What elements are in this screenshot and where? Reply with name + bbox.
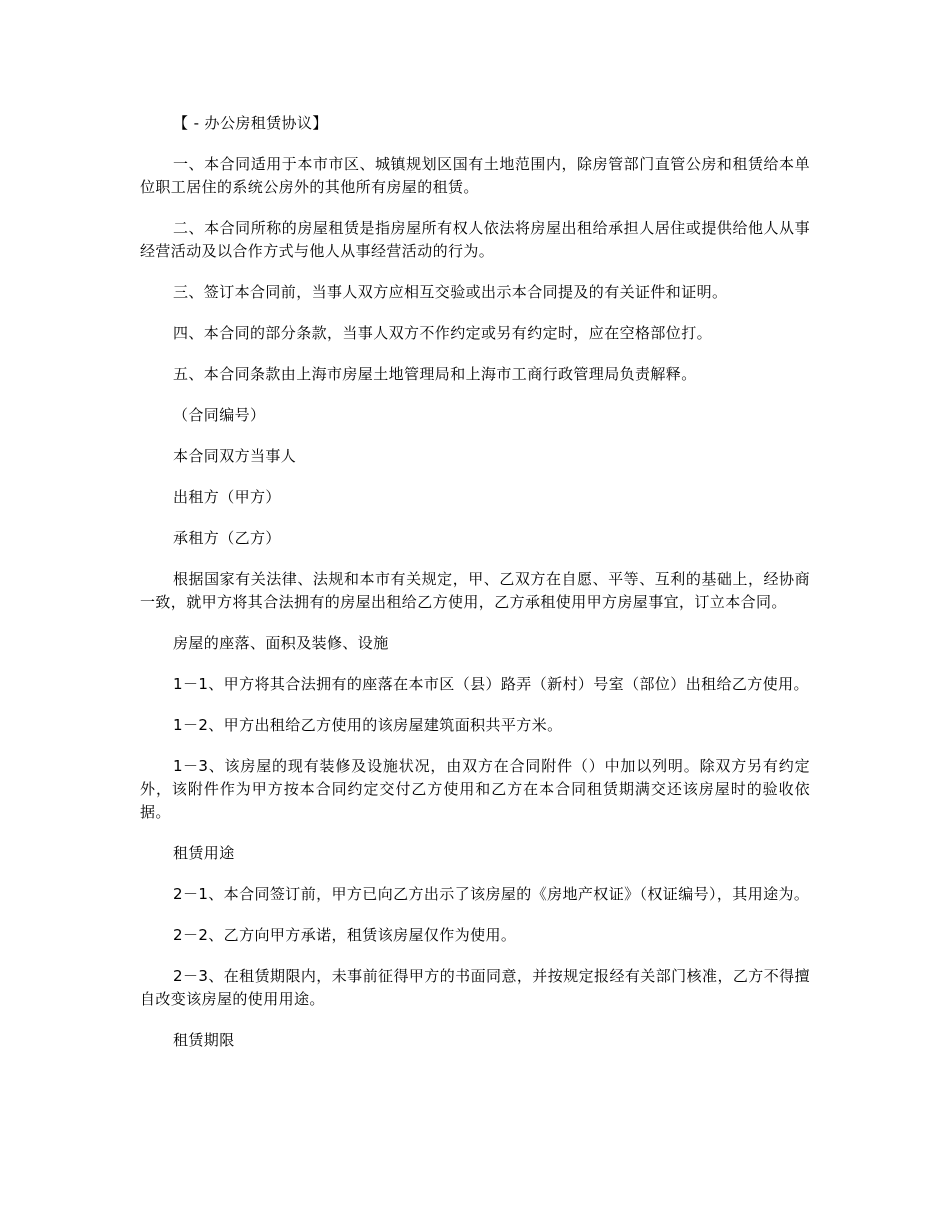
clause-2-2: 2－2、乙方向甲方承诺，租赁该房屋仅作为使用。 [173,926,517,944]
contract-number: （合同编号） [173,406,266,424]
clause-1-1: 1－1、甲方将其合法拥有的座落在本市区（县）路弄（新村）号室（部位）出租给乙方使用。 [173,675,809,693]
lessor-label: 出租方（甲方） [173,488,281,506]
document-body [140,112,810,1052]
section-heading-term: 租赁期限 [173,1031,235,1049]
parties-heading: 本合同双方当事人 [173,447,297,465]
section-heading-use: 租赁用途 [173,844,235,862]
section-heading-premises: 房屋的座落、面积及装修、设施 [173,634,389,652]
preamble: 根据国家有关法律、法规和本市有关规定，甲、乙双方在自愿、平等、互利的基础上，经协商一致，就甲方将其合法拥有的房屋出租给乙方使用，乙方承租使用甲方房屋事宜，订立本合同。 [140,570,810,611]
clause-1-3: 1－3、该房屋的现有装修及设施状况，由双方在合同附件（）中加以列明。除双方另有约定外，该附件作为甲方按本合同约定交付乙方使用和乙方在本合同租赁期满交还该房屋时的验收依据。 [140,757,810,821]
document-title: 【 - 办公房租赁协议】 [173,114,328,132]
clause-2-3: 2－3、在租赁期限内，未事前征得甲方的书面同意，并按规定报经有关部门核准，乙方不得擅自改变该房屋的使用用途。 [140,967,810,1008]
clause-1: 一、本合同适用于本市市区、城镇规划区国有土地范围内，除房管部门直管公房和租赁给本单位职工居住的系统公房外的其他所有房屋的租赁。 [140,155,810,196]
clause-1-2: 1－2、甲方出租给乙方使用的该房屋建筑面积共平方米。 [173,716,563,734]
clause-3: 三、签订本合同前，当事人双方应相互交验或出示本合同提及的有关证件和证明。 [173,283,728,301]
lessee-label: 承租方（乙方） [173,529,281,547]
clause-5: 五、本合同条款由上海市房屋土地管理局和上海市工商行政管理局负责解释。 [173,365,697,383]
clause-2-1: 2－1、本合同签订前，甲方已向乙方出示了该房屋的《房地产权证》（权证编号），其用途为。 [173,885,810,903]
clause-4: 四、本合同的部分条款，当事人双方不作约定或另有约定时，应在空格部位打。 [173,324,713,342]
clause-2: 二、本合同所称的房屋租赁是指房屋所有权人依法将房屋出租给承担人居住或提供给他人从事经营活动及以合作方式与他人从事经营活动的行为。 [140,219,810,260]
